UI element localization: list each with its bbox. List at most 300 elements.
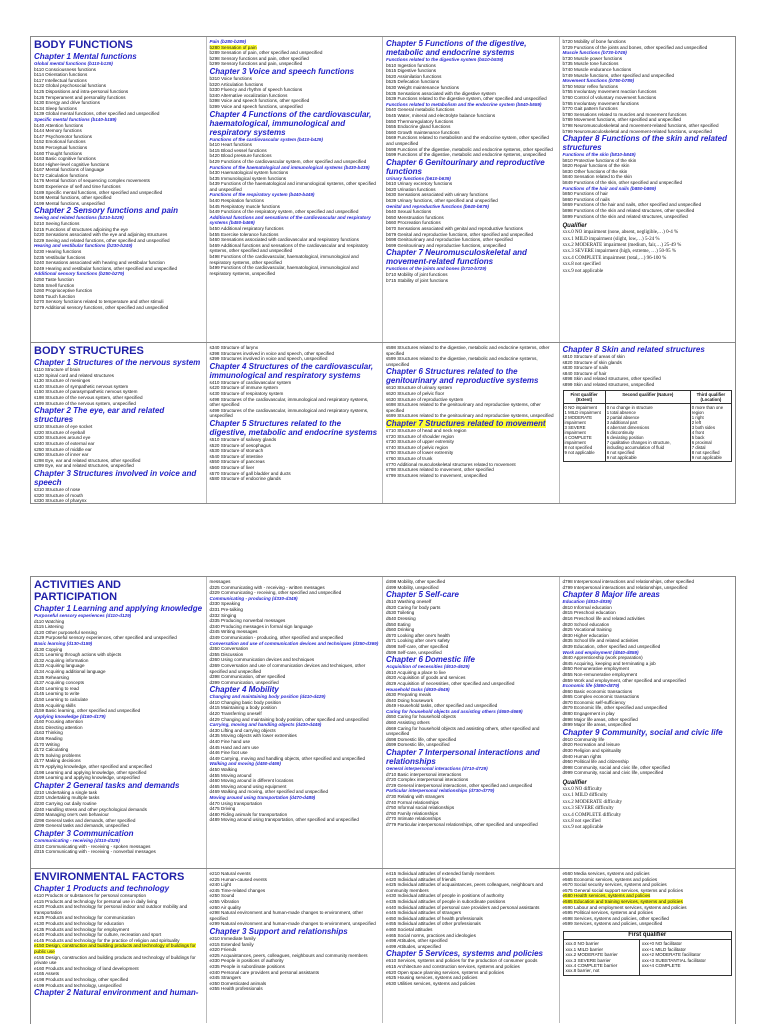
chapter-heading [386,419,556,428]
block-heading: Global mental functions (b110-b139) [34,61,113,66]
code-item: b340 Alternative vocalization functions [209,92,288,98]
code-item: d999 Community, social and civic life, unspecified [562,770,664,776]
code-item: d315 Communicating with - receiving - nonverbal messages [34,849,156,855]
code-item: s230 Structures around eye [34,435,91,441]
code-item: d750 Informal social relationships [386,805,455,811]
code-item: s810 Structure of areas of skin [562,354,625,359]
code-item: b520 Assimilation functions [386,73,442,79]
code-item: d940 Human rights [562,753,602,759]
code-item: b660 Procreation functions [386,220,441,226]
code-item: s499 Structures of the cardiovascular, immunological and respiratory systems, unspecified [209,407,369,419]
code-item: d120 Other purposeful sensing [34,629,97,635]
qualifier-value: 6 proximal [691,439,712,445]
code-item: b755 Involuntary movement reaction functions [562,89,657,95]
code-item: e345 Strangers [209,975,241,981]
code-item: b440 Respiration functions [209,198,264,204]
code-item: d340 Producing messages in formal sign language [209,623,313,629]
code-item: s620 Structure of pelvic floor [386,390,445,396]
code-item: d131 Learning through actions with objects [34,652,122,658]
code-item: d669 Caring for household objects and assisting others, other specified and unspecified [386,725,540,737]
environmental-factors-section [31,869,735,1023]
column-3 [383,37,560,342]
code-item: b455 Exercise tolerance functions [209,231,279,237]
code-item: e125 Products and technology for communication [34,915,135,921]
code-item: d880 Engagement in play [562,711,615,717]
code-item: b460 Sensations associated with cardiovascular and respiratory functions [209,237,359,243]
code-item: b180 Experience of self and time functions [34,184,121,190]
code-item: e525 Housing services, systems and policies [386,975,478,981]
code-item: d598 Self-care, other specified [386,643,449,649]
code-item: b126 Temperament and personality functions [34,94,126,100]
code-item: d489 Moving around using transportation, other specified and unspecified [209,817,359,823]
qualifier-table [563,390,733,462]
code-item: d465 Moving around using equipment [209,783,287,789]
code-item: b160 Thought functions [34,150,82,156]
code-item: d170 Writing [34,741,60,747]
code-item: e440 Individual attitudes of personal care providers and personal assistants [386,904,540,910]
code-item: s898 Skin and related structures, other specified [562,376,661,382]
code-item: b740 Muscle endurance functions [562,66,632,72]
qualifier-value: 0 NO impairment [564,404,597,410]
code-item: d825 Vocational training [562,627,612,633]
code-item: d345 Writing messages [209,629,258,635]
code-item: b730 Muscle power functions [562,55,622,61]
qualifier-value: 1 total absence [606,409,636,415]
code-item: s820 Structure of skin glands [562,359,622,365]
code-item: d329 Communicating - receiving, other specified and unspecified [209,590,342,596]
code-item: d355 Discussion [209,651,244,657]
code-item: d115 Listening [34,624,64,630]
block-heading: Household tasks (d630-d649) [386,686,450,692]
code-item: d369 Conversation and use of communication devices and techniques, other specified and unspecified [209,662,366,674]
code-item: e430 Individual attitudes of people in positions of authority [386,893,504,899]
code-item: b540 General metabolic functions [386,107,455,113]
code-item: s210 Structure of eye socket [34,424,93,430]
code-item: b125 Dispositions and intra-personal functions [34,88,129,94]
qualifier-heading: Qualifier [562,223,587,230]
code-item: b398 Voice and speech functions, other specified [209,98,310,104]
code-item: b610 Urinary excretory functions [386,181,453,187]
code-item: b555 Endocrine gland functions [386,124,451,130]
column-3 [383,869,560,1023]
block-heading: Functions related to metabolism and the endocrine system (b540-b559) [386,101,542,107]
column-4 [560,869,736,1023]
highlighted-text: e580 Health services, systems and policies [562,893,651,899]
code-item: d161 Directing attention [34,724,83,730]
code-item: d470 Using transportation [209,800,263,806]
code-item: d220 Undertaking multiple tasks [34,795,100,801]
qualifier-item: xxx.4 COMPLETE impairment (total,…) 96-100 % [562,255,667,261]
code-item: b152 Emotional functions [34,139,86,145]
code-item: e110 Products or substances for personal consumption [34,893,147,898]
code-item: b147 Psychomotor functions [34,133,92,139]
chapter-heading: Chapter 4 Mobility [209,685,279,695]
section-title: BODY STRUCTURES [34,345,144,357]
code-item: s199 Structure of the nervous system, unspecified [34,400,136,406]
qualifier-item: xxx.2 MODERATE impairment (medium, fair,…) 25-49 % [562,243,682,249]
code-item: b789 Movement functions, other specified and unspecified [562,117,681,123]
qualifier-header: Second qualifier (Nature) [605,390,690,403]
highlighted-text: b280 Sensation of pain [209,44,257,50]
code-item: b720 Mobility of bone functions [562,39,626,44]
code-item: d629 Acquisition of necessities, other specified and unspecified [386,680,515,686]
code-item: d469 Walking and moving, other specified and unspecified [209,789,329,795]
code-item: b420 Blood pressure functions [209,153,272,159]
code-item: b156 Perceptual functions [34,144,88,150]
code-item: b499 Functions of the cardiovascular, haematological, immunological and respiratory systems, unspecified [209,265,359,276]
code-item: d145 Learning to write [34,691,80,697]
code-item: d899 Major life areas, unspecified [562,722,632,728]
block-heading: Movement functions (b750-b789) [562,78,634,84]
block-heading: Functions of the hair and nails (b850-b869) [562,185,656,191]
chapter-heading: Chapter 5 Functions of the digestive, metabolic and endocrine systems [386,39,527,57]
code-item: e325 Acquaintances, peers, colleagues, neighbours and community members [209,952,368,958]
code-item: b840 Sensation related to the skin [562,174,632,180]
qualifier-value: 1 MILD impairment [564,409,601,415]
code-item: b199 Mental functions, unspecified [34,200,105,206]
code-item: b117 Intellectual functions [34,77,87,83]
code-item: e210 Natural events [209,871,251,876]
qualifier-value: 5 back [691,434,705,440]
code-item: b163 Basic cognitive functions [34,156,96,162]
page-activities-environment [30,576,736,1024]
chapter-heading: Chapter 6 Genitourinary and reproductive functions [386,157,545,176]
code-item: s710 Structure of head and neck region [386,427,467,433]
qualifier-item: xxx.8 not specified [562,262,601,268]
block-heading: Moving around using transportation (d470-d489) [209,794,316,800]
code-item: b550 Thermoregulatory functions [386,118,454,124]
qualifier-header: First qualifier [563,931,732,939]
code-item: e240 Light [209,882,231,888]
column-2 [207,869,384,1023]
code-item: b750 Motor reflex functions [562,83,618,89]
code-item: d835 School life and related activities [562,638,639,644]
code-item: e575 General social support services, systems and policies [562,887,684,893]
code-item: e130 Products and technology for education [34,920,124,926]
column-1 [31,577,207,868]
code-item: e245 Time-related changes [209,887,266,893]
code-item: d159 Basic learning, other specified and unspecified [34,708,141,714]
block-heading: Particular interpersonal relationships (d730-d779) [386,788,495,794]
code-item: b780 Sensations related to muscles and movement functions [562,111,687,117]
code-item: b869 Functions of the hair and nails, other specified and unspecified [562,202,702,208]
code-item: e350 Domesticated animals [209,980,267,986]
code-item: s298 Eye, ear and related structures, other specified [34,457,141,463]
code-item: d560 Drinking [386,627,415,633]
code-item: d950 Political life and citizenship [562,759,629,765]
code-item: b210 Seeing functions [34,221,80,227]
code-item: d859 Work and employment, other specified and unspecified [562,677,686,683]
block-heading: Economic life (d860-d879) [562,683,620,689]
code-item: b699 Genitourinary and reproductive functions, unspecified [386,242,507,248]
chapter-heading: Chapter 8 Functions of the skin and related structures [562,134,727,153]
code-item: e510 Services, systems and policies for the production of consumer goods [386,958,538,964]
code-item: b240 Sensations associated with hearing and vestibular function [34,260,165,266]
block-heading: Functions of the respiratory system (b440-b449) [209,192,315,198]
qualifier-value: 8 not specified [606,449,635,455]
code-item: s498 Structures of the cardiovascular, immunological and respiratory systems, other specified [209,396,369,408]
block-heading: Caring for household objects and assisting others (d650-d669) [386,708,523,714]
code-item: d510 Washing oneself [386,599,432,605]
code-item: b650 Menstruation functions [386,214,444,220]
qualifier-cell [605,403,690,461]
code-item: e330 People in positions of authority [209,958,284,964]
code-item: d199 Learning and applying knowledge, unspecified [34,775,140,781]
code-item: s150 Structure of parasympathetic nervous system [34,389,138,395]
code-item: d729 General interpersonal interactions, other specified and unspecified [386,782,533,788]
code-item: b176 Mental function of sequencing complex movements [34,178,150,184]
code-item: b670 Sensations associated with genital and reproductive functions [386,226,523,232]
code-item: d720 Complex interpersonal interactions [386,777,469,783]
code-item: d630 Preparing meals [386,692,431,698]
code-item: d610 Acquiring a place to live [386,669,446,675]
code-item: s330 Structure of pharynx [34,498,87,503]
code-item: d415 Maintaining a body position [209,705,277,711]
qualifier-value: xxx.1 MILD barrier [565,946,604,952]
code-item: d135 Rehearsing [34,674,69,680]
code-item: b715 Stability of joint functions [386,277,449,283]
column-2 [207,577,384,868]
chapter-heading: Chapter 3 Voice and speech functions [209,66,355,76]
block-heading: Carrying, moving and handling objects (d430-d449) [209,722,322,728]
code-item: d475 Driving [209,806,236,812]
code-item: d175 Solving problems [34,752,81,758]
chapter-heading: Chapter 2 The eye, ear and related structures [34,406,165,425]
code-item: d398 Communication, other specified [209,674,286,680]
qualifier-item: xxx.8 not specified [562,819,601,825]
code-item: b255 Smell function [34,282,75,288]
block-heading: Functions of the cardiovascular system (b410-b429) [209,136,323,142]
code-item: d520 Caring for body parts [386,604,441,610]
code-item: d179 Applying knowledge, other specified and unspecified [34,764,152,770]
code-item: d299 General tasks and demands, unspecified [34,823,129,829]
code-item: b899 Functions of the skin and related structures, unspecified [562,213,688,219]
code-item [34,943,203,954]
qualifier-value: 9 not applicable [606,454,637,460]
code-item: d571 Looking after one's safety [386,638,450,644]
qualifier-item: xxx.0 NO impairment (none, absent, negligible,…) 0-4 % [562,230,679,236]
qualifier-value: 4 COMPLETE impairment [564,434,592,445]
code-item: b279 Additional sensory functions, other specified and unspecified [34,304,169,310]
code-item: b630 Sensations associated with urinary functions [386,192,488,198]
chapter-heading: Chapter 8 Skin and related structures [562,345,705,354]
block-heading: Walking and moving (d450-d469) [209,761,281,767]
chapter-heading: Chapter 1 Structures of the nervous system [34,358,201,367]
code-item: b110 Consciousness functions [34,66,96,72]
chapter-heading: Chapter 6 Domestic life [386,655,475,665]
qualifier-item: xxx.9 not applicable [562,825,604,831]
code-item: d480 Riding animals for transportation [209,811,288,817]
code-item: b765 Involuntary movement functions [562,100,639,106]
code-item: b198 Mental functions, other specified [34,195,112,201]
code-item: d530 Toileting [386,610,415,616]
code-item: e599 Services, systems and policies, unspecified [562,921,663,927]
qualifier-item: xxx.3 SEVERE difficulty [562,806,614,812]
code-item: d331 Pre-talking [209,606,243,612]
code-item: b510 Ingestion functions [386,62,436,68]
chapter-heading: Chapter 3 Support and relationships [209,926,348,936]
code-item: b515 Digestive functions [386,68,437,74]
code-item: s240 Structure of external ear [34,440,95,446]
code-item: s410 Structure of cardiovascular system [209,379,292,385]
code-item: s110 Structure of brain [34,367,81,372]
code-item: d160 Focusing attention [34,719,84,725]
qualifier-value: xxx+0 NO facilitator [641,941,682,947]
code-item: d879 Economic life, other specified and unspecified [562,705,668,711]
column-1 [31,343,207,503]
qualifier-value: 7 qualitative changes in structure, including accumulation of fluid [606,439,671,450]
code-item: s520 Structure of oesophagus [209,442,271,448]
qualifier-value: 0 no change in structure [606,404,653,410]
code-item: b289 Sensation of pain, other specified and unspecified [209,50,323,56]
block-heading: Communicating - receiving (d310-d329) [34,837,120,843]
code-item: b410 Heart functions [209,142,252,148]
code-item: b710 Mobility of joint functions [386,272,448,277]
code-item: e155 Design, construction and building products and technology of buildings for private use [34,954,196,966]
code-item: d410 Changing basic body position [209,699,282,705]
block-heading: Changing and maintaining body position (d410-d429) [209,694,326,700]
code-item: e598 Services, systems and policies, other specified [562,915,669,921]
code-item: s550 Structure of pancreas [209,459,265,465]
code-item: d730 Relating with strangers [386,794,445,799]
code-item: b140 Attention functions [34,122,84,128]
code-item: b598 Functions of the digestive, metabolic and endocrine systems, other specified [386,146,553,152]
code-item: b850 Functions of hair [562,191,608,197]
highlighted-text: e150 Design, construction and building products and technology of buildings for public use [34,943,196,954]
code-item: d455 Moving around [209,772,252,778]
chapter-heading: Chapter 2 General tasks and demands [34,780,180,790]
block-heading: Specific mental functions (b140-b189) [34,116,117,122]
code-item: b735 Muscle tone functions [562,61,619,67]
code-item: b749 Muscle functions, other specified and unspecified [562,72,675,78]
code-item: b415 Blood vessel functions [209,147,267,153]
code-item: d446 Fine foot use [209,750,248,756]
code-item: d435 Moving objects with lower extremities [209,733,297,739]
code-item: d830 Higher education [562,632,609,638]
qualifier-value: xxx+4 COMPLETE [641,962,681,968]
qualifier-value: 6 deviating position [606,434,644,440]
code-item: b122 Global psychosocial functions [34,83,107,89]
code-item: b498 Functions of the cardiovascular, haematological, immunological and respiratory systems, other specified [209,254,359,265]
column-4 [560,37,736,342]
code-item: d779 Particular interpersonal relationships, other specified and unspecified [386,821,538,827]
code-item: e199 Products and technology, unspecified [34,982,122,988]
code-item: s250 Structure of middle ear [34,446,92,452]
code-item: d110 Watching [34,618,65,624]
code-item: b215 Functions of structures adjoining the eye [34,226,128,232]
code-item: d499 Mobility, unspecified [386,584,439,590]
code-item: e590 Labour and employment services, systems and policies [562,904,687,910]
code-item: b698 Genitourinary and reproductive functions, other specified [386,237,513,243]
code-item: b429 Functions of the cardiovascular system, other specified and unspecified [209,158,367,164]
code-item: e420 Individual attitudes of friends [386,876,456,882]
code-item: d710 Basic interpersonal interactions [386,771,462,777]
activities-participation-section [31,577,735,869]
code-item: d298 General tasks and demands, other specified [34,817,136,823]
code-item: b249 Hearing and vestibular functions, other specified and unspecified [34,265,178,271]
block-heading: Education (d810-d839) [562,599,612,605]
code-item: e315 Extended family [209,941,254,947]
code-item: b539 Functions related to the digestive system, other specified and unspecified [386,96,547,102]
code-item: e570 Social security services, systems and policies [562,882,667,888]
code-item: s310 Structure of nose [34,486,81,492]
code-item: e145 Products and technology for the practice of religion and spirituality [34,937,180,943]
code-item: d163 Thinking [34,730,63,736]
code-item: s320 Structure of mouth [34,492,84,498]
code-item: d155 Acquiring skills [34,702,76,708]
code-item: d210 Undertaking a single task [34,789,98,795]
qualifier-value: 3 both sides [691,424,715,430]
section-title: ENVIRONMENTAL FACTORS [34,871,185,883]
chapter-heading: Chapter 5 Services, systems and policies [386,949,543,959]
chapter-heading: Chapter 2 Sensory functions and pain [34,206,179,216]
code-item: b620 Urination functions [386,186,436,192]
code-item: b849 Functions of the skin, other specified and unspecified [562,180,683,186]
page-body-functions-structures [30,36,736,504]
qualifier-value: 7 distal [691,444,706,450]
code-item: e225 Human-caused events [209,876,267,882]
code-item: d649 Household tasks, other specified and unspecified [386,703,498,709]
code-item: d129 Purposeful sensory experiences, other specified and unspecified [34,635,177,641]
chapter-heading: Chapter 4 Functions of the cardiovascular, haematological, immunological and respiratory systems [209,109,372,137]
code-item: b164 Higher-level cognitive functions [34,161,110,167]
code-item: d740 Formal relationships [386,799,439,805]
code-item: b235 Vestibular functions [34,254,86,260]
qualifier-value: 0 more than one region [691,404,724,415]
code-item: s760 Structure of trunk [386,455,433,461]
code-item: d420 Transferring oneself [209,711,262,717]
qualifier-value: 3 SEVERE impairment [564,424,586,435]
qualifier-value: xxx+3 SUBSTANTIAL facilitator [641,957,706,963]
code-item: d449 Carrying, moving and handling objects, other specified and unspecified [209,755,366,761]
column-1 [31,37,207,342]
qualifier-value: xxx.2 MODERATE barrier [565,952,618,958]
block-heading: Functions of the haematological and immunological systems (b430-b439) [209,164,370,170]
code-item: e320 Friends [209,947,237,953]
code-item: s299 Eye, ear and related structures, unspecified [34,463,134,469]
code-item: d440 Fine hand use [209,739,251,745]
code-item: d540 Dressing [386,615,416,621]
code-item: s799 Structures related to movement, unspecified [386,472,488,478]
block-heading: Additional sensory functions (b250-b279) [34,271,125,277]
qualifier-item: xxx.1 MILD difficulty [562,793,608,799]
body-functions-section [31,37,735,343]
code-item: s610 Structure of urinary system [386,385,453,391]
code-item: d870 Economic self-sufficiency [562,699,626,705]
code-item: s699 Structures related to the genitourinary and reproductive systems, unspecified [386,413,554,419]
code-item: b449 Functions of the respiratory system, other specified and unspecified [209,209,359,215]
chapter-heading: Chapter 5 Self-care [386,590,459,600]
chapter-heading: Chapter 8 Major life areas [562,590,660,600]
chapter-heading: Chapter 4 Structures of the cardiovascular, immunological and respiratory systems [209,361,374,380]
code-item: b898 Functions of the skin and related structures, other specified [562,208,695,214]
code-item: b144 Memory functions [34,128,82,134]
code-item: s720 Structure of shoulder region [386,433,454,439]
block-heading: Basic learning (d130-d159) [34,640,93,646]
code-item: s140 Structure of sympathetic nervous system [34,383,129,389]
chapter-heading: Chapter 1 Products and technology [34,884,170,893]
code-item: d816 Preschool life and related activities [562,615,645,621]
code-item: d332 Singing [209,612,237,618]
code-item: b114 Orientation functions [34,72,88,78]
column-4 [560,343,736,503]
code-item: d599 Self-care, unspecified [386,649,442,655]
code-item: e120 Products and technology for personal indoor and outdoor mobility and transportation [34,904,188,915]
code-item: d310 Communicating with - receiving - spoken messages [34,843,151,849]
chapter-heading: Chapter 2 Natural environment and human- [34,988,199,998]
qualifier-item: xxx.4 COMPLETE difficulty [562,812,622,818]
code-item: b820 Repair functions of the skin [562,163,630,169]
